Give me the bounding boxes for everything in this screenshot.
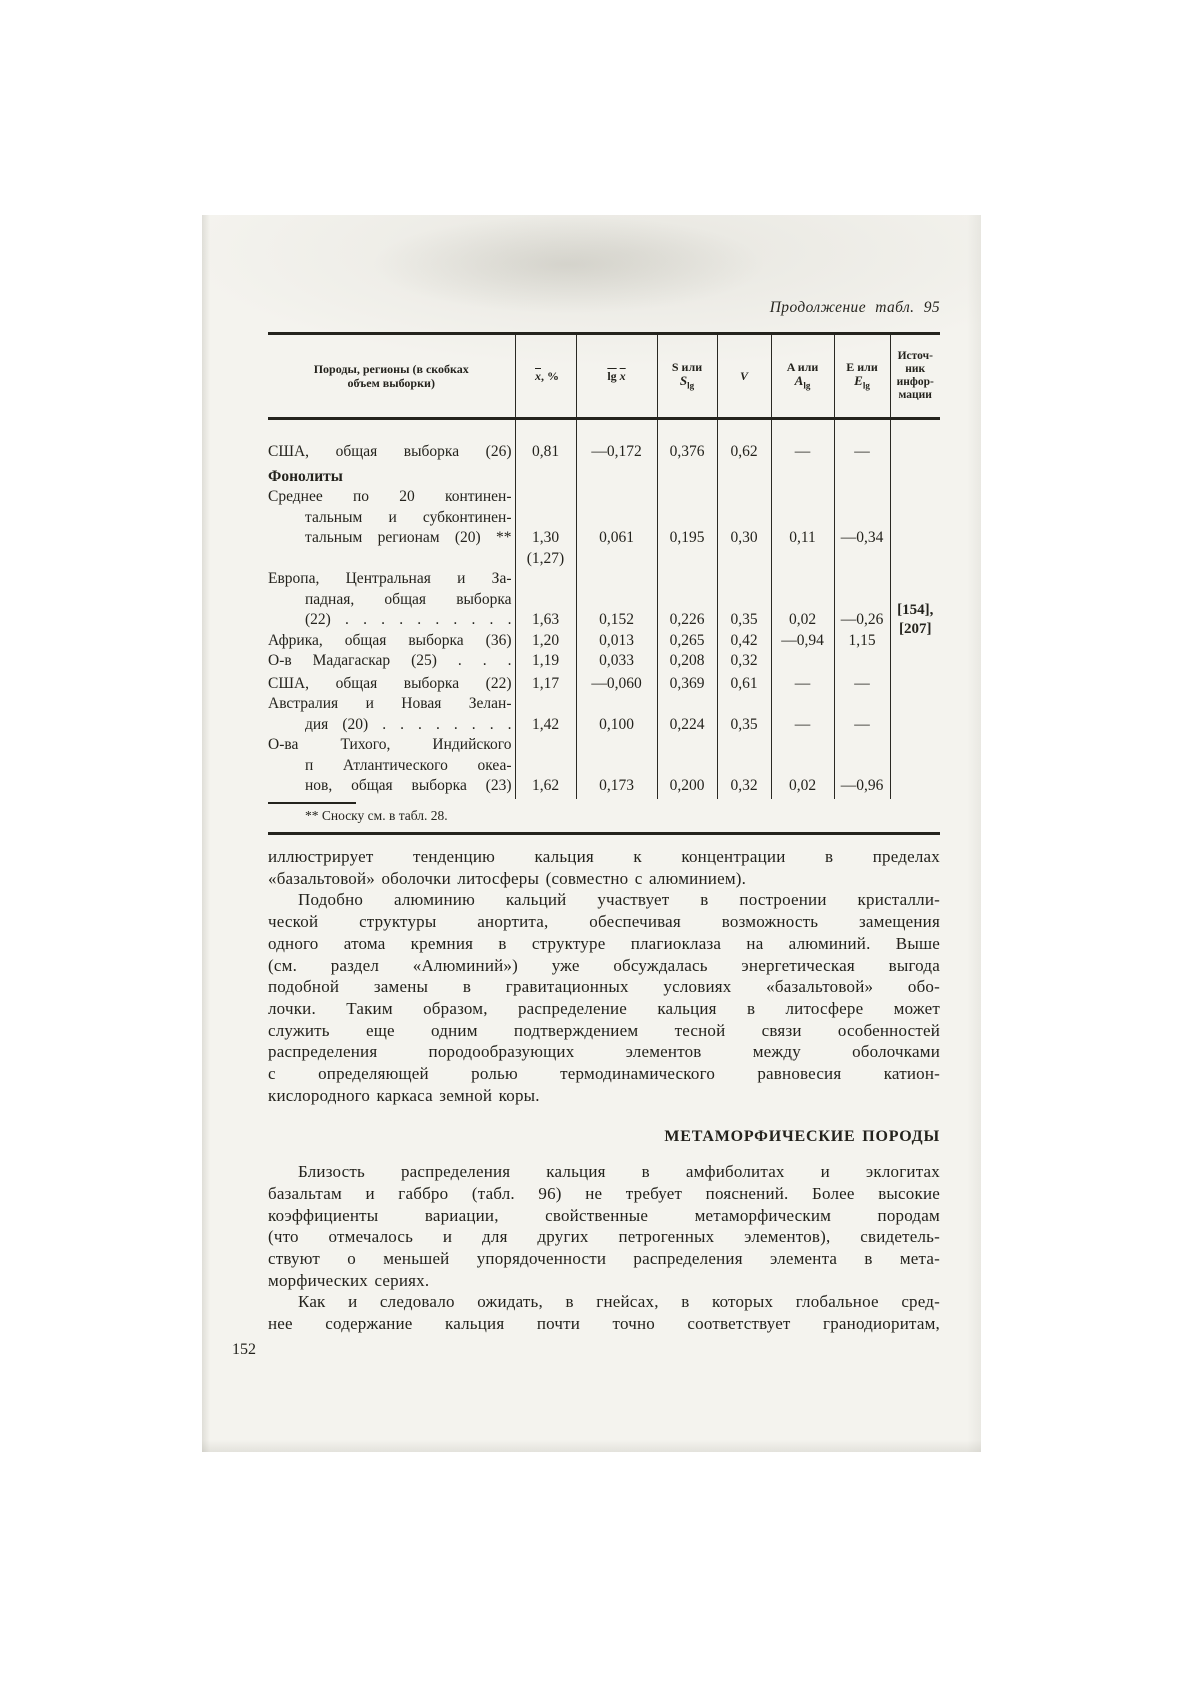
- row-name: США, общая выборка (22): [268, 672, 515, 695]
- statistics-table: [268, 332, 940, 835]
- cell-e: —0,26: [834, 569, 890, 631]
- column-header-a: A или $A_{lg}$: [771, 334, 834, 419]
- cell-lg-mean: 0,152: [576, 569, 657, 631]
- row-name: О-ва Тихого, Индийского п Атлантического океа- нов, общая выборка (23): [268, 735, 515, 799]
- column-header-source: Источ- ник инфор- мации: [890, 334, 940, 419]
- cell-mean: 0,81: [515, 419, 576, 463]
- table-row: [268, 419, 940, 463]
- row-name: Европа, Центральная и За- падная, общая выборка (22) . . . . . . . . . .: [268, 569, 515, 631]
- cell-s: 0,369: [657, 672, 717, 695]
- table-section-row: [268, 463, 940, 488]
- cell-v: 0,35: [717, 569, 771, 631]
- row-name: Африка, общая выборка (36): [268, 631, 515, 652]
- body-paragraph-3: Близость распределения кальция в амфиболитах и эклогитах базальтам и габбро (табл. 96) не требует пояснений. Более высокие коэффициенты вариации, свойственные метаморфическим породам (что отмечалось и для других петрогенных элементов), свидетель- ствуют о меньшей упорядоченности распределения элемента в мета- морфических сериях.: [268, 1162, 940, 1290]
- cell-lg-mean: 0,100: [576, 694, 657, 735]
- body-paragraph-4: Как и следовало ожидать, в гнейсах, в которых глобальное сред- нее содержание кальция почти точно соответствует гранодиоритам,: [268, 1292, 940, 1334]
- table-row: [268, 487, 940, 569]
- cell-lg-mean: 0,033: [576, 651, 657, 672]
- cell-e: 1,15: [834, 631, 890, 652]
- cell-e: —: [834, 419, 890, 463]
- source-citation: [154], [207]: [897, 602, 934, 638]
- cell-e: —: [834, 694, 890, 735]
- cell-mean: 1,62: [515, 735, 576, 799]
- cell-a: 0,11: [771, 487, 834, 569]
- cell-mean: 1,63: [515, 569, 576, 631]
- cell-e: [834, 651, 890, 672]
- cell-s: 0,224: [657, 694, 717, 735]
- cell-s: 0,226: [657, 569, 717, 631]
- cell-mean: 1,19: [515, 651, 576, 672]
- row-name: Среднее по 20 континен- тальным и субконтинен- тальным регионам (20) **: [268, 487, 515, 569]
- column-header-lg-mean: lg x: [576, 334, 657, 419]
- cell-s: 0,200: [657, 735, 717, 799]
- table-header-row: [268, 334, 940, 419]
- cell-a: —0,94: [771, 631, 834, 652]
- table-row: [268, 631, 940, 652]
- cell-mean: 1,42: [515, 694, 576, 735]
- body-paragraph-1: иллюстрирует тенденцию кальция к концентрации в пределах «базальтовой» оболочки литосферы (совместно с алюминием).: [268, 847, 940, 888]
- table-row: [268, 569, 940, 631]
- cell-lg-mean: —0,172: [576, 419, 657, 463]
- cell-a: [771, 651, 834, 672]
- cell-e: —0,34: [834, 487, 890, 569]
- body-paragraph-2: Подобно алюминию кальций участвует в построении кристалли- ческой структуры анортита, обеспечивая возможность замещения одного атома кремния в структуре плагиоклаза на алюминий. Выше (см. раздел «Алюминий») уже обсуждалась энергетическая выгода подобной замены в гравитационных условиях «базальтовой» обо- лочки. Таким образом, распределение кальция в литосфере может служить еще одним подтверждением тесной связи особенностей распределения породообразующих элементов между оболочками с определяющей ролью термодинамического равновесия катион- кислородного каркаса земной коры.: [268, 890, 940, 1105]
- cell-v: 0,62: [717, 419, 771, 463]
- main-text-column: [268, 846, 940, 1335]
- row-name: О-в Мадагаскар (25) . . .: [268, 651, 515, 672]
- column-header-e: E или $E_{lg}$: [834, 334, 890, 419]
- cell-v: 0,32: [717, 735, 771, 799]
- row-name: Австралия и Новая Зелан- дия (20) . . . . . . . .: [268, 694, 515, 735]
- cell-a: 0,02: [771, 735, 834, 799]
- column-header-v: V: [717, 334, 771, 419]
- cell-e: —0,96: [834, 735, 890, 799]
- cell-s: 0,265: [657, 631, 717, 652]
- cell-lg-mean: 0,061: [576, 487, 657, 569]
- cell-a: —: [771, 419, 834, 463]
- cell-s: 0,195: [657, 487, 717, 569]
- cell-lg-mean: 0,013: [576, 631, 657, 652]
- cell-lg-mean: —0,060: [576, 672, 657, 695]
- cell-mean: 1,30 (1,27): [515, 487, 576, 569]
- cell-v: 0,42: [717, 631, 771, 652]
- cell-v: 0,61: [717, 672, 771, 695]
- table-row: [268, 694, 940, 735]
- cell-s: 0,376: [657, 419, 717, 463]
- column-header-mean: $\overline{x}$, %: [515, 334, 576, 419]
- cell-v: 0,30: [717, 487, 771, 569]
- cell-a: —: [771, 672, 834, 695]
- cell-mean: 1,20: [515, 631, 576, 652]
- table-row: [268, 672, 940, 695]
- table-row: [268, 651, 940, 672]
- cell-a: —: [771, 694, 834, 735]
- cell-lg-mean: 0,173: [576, 735, 657, 799]
- section-label: Фонолиты: [268, 463, 515, 488]
- cell-v: 0,32: [717, 651, 771, 672]
- cell-v: 0,35: [717, 694, 771, 735]
- row-name: США, общая выборка (26): [268, 419, 515, 463]
- cell-e: —: [834, 672, 890, 695]
- table-footnote: ** Сноску см. в табл. 28.: [305, 807, 448, 823]
- page-number: 152: [232, 1341, 256, 1358]
- column-header-s: S или $S_{lg}$: [657, 334, 717, 419]
- table-footnote-block: [268, 802, 940, 832]
- section-heading: МЕТАМОРФИЧЕСКИЕ ПОРОДЫ: [664, 1128, 940, 1146]
- column-header-rocks: Породы, регионы (в скобках объем выборки): [268, 334, 515, 419]
- table-continuation-caption: Продолжение табл. 95: [769, 299, 940, 316]
- cell-mean: 1,17: [515, 672, 576, 695]
- cell-s: 0,208: [657, 651, 717, 672]
- cell-a: 0,02: [771, 569, 834, 631]
- table-row: [268, 735, 940, 799]
